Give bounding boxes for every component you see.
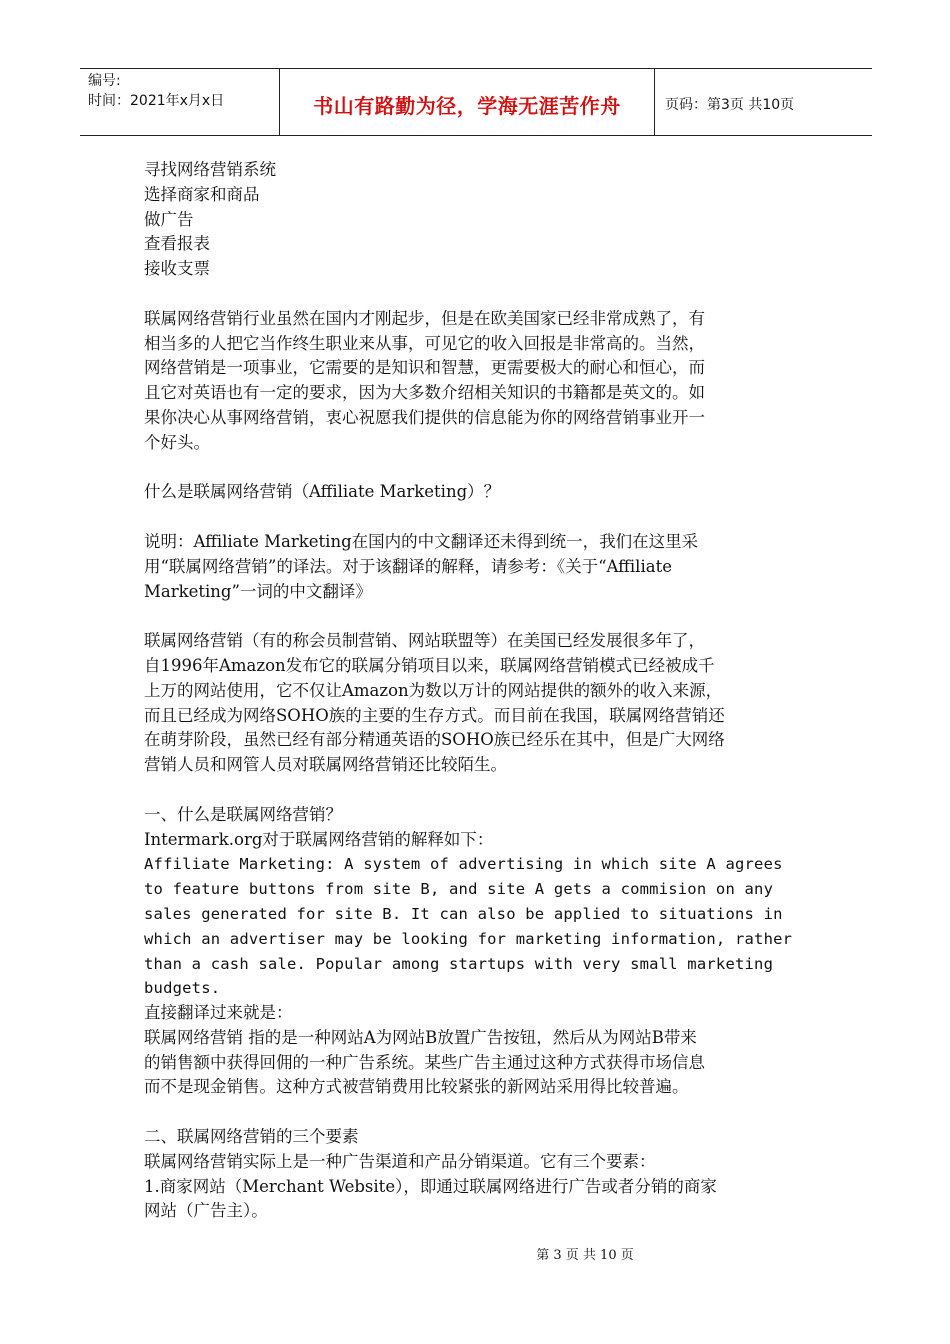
- step-item: 选择商家和商品: [144, 184, 260, 204]
- intro-line: 相当多的人把它当作终生职业来从事，可见它的收入回报是非常高的。当然，: [144, 333, 705, 353]
- history-line: 上万的网站使用，它不仅让Amazon为数以万计的网站提供的额外的收入来源，: [144, 680, 723, 700]
- intro-line: 果你决心从事网络营销，衷心祝愿我们提供的信息能为你的网络营销事业开一: [144, 407, 705, 427]
- intro-line: 联属网络营销行业虽然在国内才刚起步，但是在欧美国家已经非常成熟了，有: [144, 308, 705, 328]
- note-line: Marketing”一词的中文翻译》: [144, 581, 372, 601]
- english-definition-line: sales generated for site B. It can also be applied to situations in: [144, 904, 783, 923]
- element1-line: 1.商家网站（Merchant Website），即通过联属网络进行广告或者分销的商家: [144, 1176, 717, 1196]
- english-definition-line: to feature buttons from site B, and site A gets a commision on any: [144, 880, 774, 899]
- document-body: [144, 158, 804, 1224]
- english-definition-line: than a cash sale. Popular among startups with very small marketing: [144, 954, 774, 973]
- translation-line: 而不是现金销售。这种方式被营销费用比较紧张的新网站采用得比较普遍。: [144, 1077, 689, 1097]
- history-line: 自1996年Amazon发布它的联属分销项目以来，联属网络营销模式已经被成千: [144, 655, 715, 675]
- document-date: 时间：2021年x月x日: [88, 93, 225, 109]
- motto: 书山有路勤为径，学海无涯苦作舟: [313, 93, 621, 118]
- page-footer: [0, 1244, 950, 1263]
- intro-line: 个好头。: [144, 432, 210, 452]
- section2-title: 二、联属网络营销的三个要素: [144, 1127, 359, 1147]
- translation-label: 直接翻译过来就是：: [144, 1003, 293, 1023]
- step-item: 寻找网络营销系统: [144, 160, 276, 179]
- history-line: 营销人员和网管人员对联属网络营销还比较陌生。: [144, 755, 507, 775]
- header-meta: [80, 69, 280, 135]
- translation-line: 联属网络营销 指的是一种网站A为网站B放置广告按钮，然后从为网站B带来: [144, 1027, 697, 1047]
- translation-line: 的销售额中获得回佣的一种广告系统。某些广告主通过这种方式获得市场信息: [144, 1052, 705, 1072]
- header-motto-cell: [280, 69, 655, 135]
- history-line: 联属网络营销（有的称会员制营销、网站联盟等）在美国已经发展很多年了，: [144, 631, 705, 651]
- step-item: 查看报表: [144, 234, 210, 254]
- document-number: 编号:: [88, 73, 121, 89]
- element1-line: 网站（广告主）。: [144, 1201, 268, 1221]
- header-page-info-cell: [655, 69, 872, 135]
- history-line: 在萌芽阶段，虽然已经有部分精通英语的SOHO族已经乐在其中，但是广大网络: [144, 730, 725, 750]
- section1-title: 一、什么是联属网络营销？: [144, 804, 342, 824]
- question-heading: 什么是联属网络营销（Affiliate Marketing）？: [144, 482, 501, 502]
- step-item: 接收支票: [144, 259, 210, 279]
- section2-intro: 联属网络营销实际上是一种广告渠道和产品分销渠道。它有三个要素：: [144, 1151, 656, 1171]
- footer-page-number: 第 3 页 共 10 页: [536, 1248, 634, 1263]
- english-definition-line: budgets.: [144, 979, 221, 998]
- history-line: 而且已经成为网络SOHO族的主要的生存方式。而目前在我国，联属网络营销还: [144, 705, 725, 725]
- note-line: 说明：Affiliate Marketing在国内的中文翻译还未得到统一，我们在这里采: [144, 531, 699, 551]
- section1-source: Intermark.org对于联属网络营销的解释如下：: [144, 829, 494, 849]
- page-header: [80, 68, 872, 136]
- note-line: 用“联属网络营销”的译法。对于该翻译的解释，请参考：《关于“Affiliate: [144, 556, 672, 576]
- english-definition-line: Affiliate Marketing: A system of advertising in which site A agrees: [144, 855, 783, 874]
- english-definition-line: which an advertiser may be looking for marketing information, rather: [144, 929, 793, 948]
- page-info: 页码：第3页 共10页: [665, 97, 795, 113]
- intro-line: 且它对英语也有一定的要求，因为大多数介绍相关知识的书籍都是英文的。如: [144, 383, 705, 403]
- step-item: 做广告: [144, 209, 194, 229]
- intro-line: 网络营销是一项事业，它需要的是知识和智慧，更需要极大的耐心和恒心，而: [144, 358, 705, 378]
